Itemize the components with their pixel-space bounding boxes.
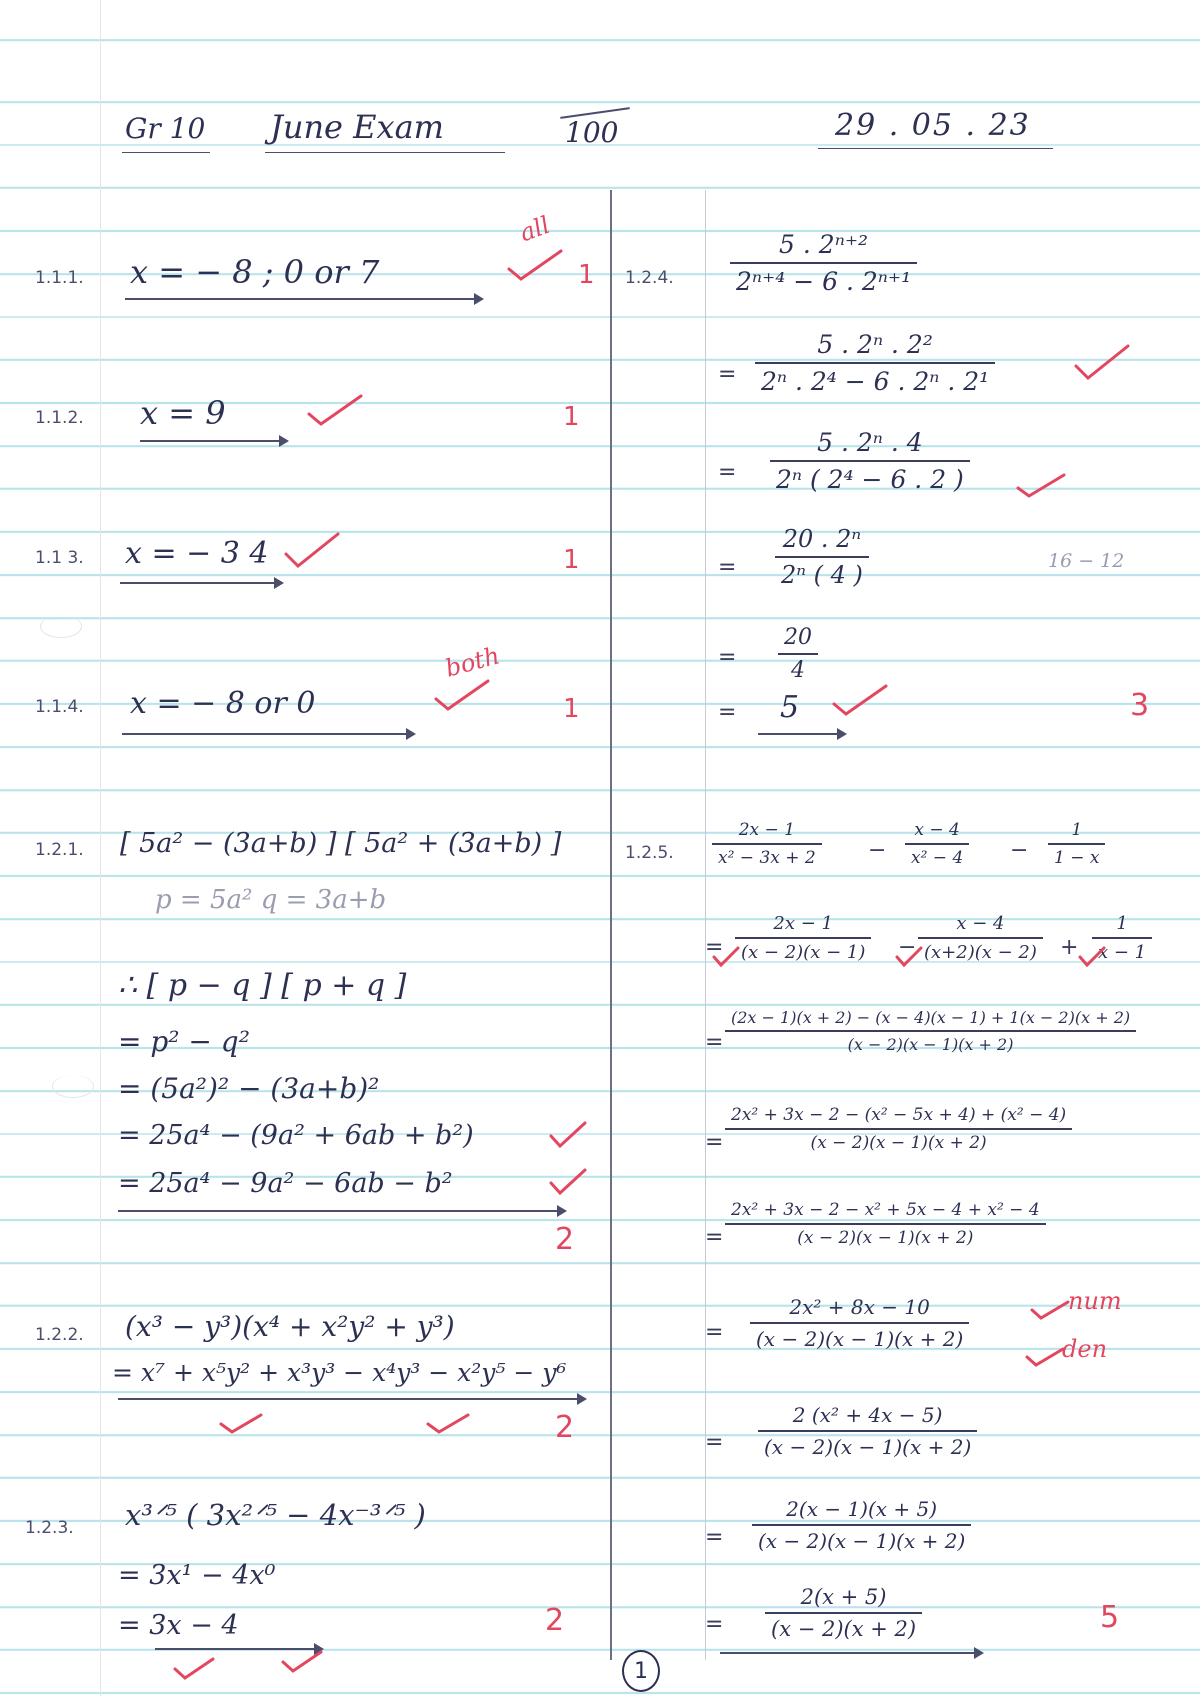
denominator: (x+2)(x − 2) [924,942,1037,963]
denominator: 4 [791,658,805,683]
fraction [765,1585,922,1641]
fraction [725,1008,1136,1054]
final-answer-arrow [118,1210,558,1212]
equals-sign: = [705,935,724,960]
denominator: 2ⁿ . 2⁴ − 6 . 2ⁿ . 2¹ [761,367,990,396]
numerator: 2x² + 3x − 2 − (x² − 5x + 4) + (x² − 4) [731,1105,1067,1125]
fraction-bar [758,1430,977,1432]
equals-sign: = [705,1525,724,1550]
tick-icon [280,1647,324,1675]
fraction [755,330,995,396]
exam-date: 29 . 05 . 23 [835,108,1031,143]
equals-sign: = [718,362,737,387]
final-answer-arrow [758,733,838,735]
denominator: (x − 2)(x − 1) [741,942,866,963]
numerator: 2(x + 5) [800,1585,887,1609]
final-answer-arrow [118,1398,578,1400]
tick-icon [305,390,365,430]
tick-icon [1072,340,1132,384]
tick-icon [895,945,923,969]
denominator: (x − 2)(x − 1)(x + 2) [758,1529,966,1553]
numerator: 20 . 2ⁿ [782,525,862,553]
numerator: 1 [1116,913,1128,934]
working-line: (x³ − y³)(x⁴ + x²y² + y³) [125,1310,455,1343]
tick-icon [712,945,740,969]
working-line: = (5a²)² − (3a+b)² [118,1072,380,1105]
fraction [770,428,970,494]
final-answer: 5 [780,690,800,725]
minus-sign: − [1010,838,1029,863]
fraction [778,625,818,683]
final-answer-arrow [122,733,407,735]
fraction [735,913,871,963]
question-number: 1.1.4. [35,697,84,717]
fraction-bar [1048,843,1105,845]
denominator: (x − 2)(x − 1)(x + 2) [756,1327,964,1351]
fraction-bar [905,843,969,845]
minus-sign: − [868,838,887,863]
numerator: 2x² + 8x − 10 [789,1295,930,1319]
question-mark: 1 [563,402,580,432]
answer: x = − 3 4 [125,536,269,571]
question-number: 1.2.3. [25,1518,74,1538]
teacher-note: both [442,641,503,683]
answer: x = 9 [140,394,226,432]
final-answer-arrow [140,440,280,442]
minus-sign: − [898,935,917,960]
equals-sign: = [705,1225,724,1250]
numerator: 2(x − 1)(x + 5) [786,1497,938,1521]
punch-hole [52,1075,94,1098]
fraction-bar [735,937,871,939]
equals-sign: = [705,1320,724,1345]
left-margin-line [100,0,101,1696]
denominator: x − 1 [1098,942,1147,963]
fraction-bar [770,460,970,462]
fraction [725,1105,1072,1153]
question-number: 1.2.2. [35,1325,84,1345]
answer: x = − 8 or 0 [130,686,316,721]
working-line: x³ᐟ⁵ ( 3x²ᐟ⁵ − 4x⁻³ᐟ⁵ ) [125,1498,426,1532]
fraction-bar [918,937,1043,939]
tick-icon [548,1165,588,1197]
fraction [750,1295,969,1351]
tick-icon [548,1118,588,1150]
teacher-note: num [1068,1287,1122,1315]
fraction-bar [750,1322,969,1324]
exam-title: June Exam [270,108,444,146]
denominator: (x − 2)(x − 1)(x + 2) [810,1133,987,1153]
fraction-bar [725,1128,1072,1130]
denominator: (x − 2)(x − 1)(x + 2) [847,1035,1014,1054]
numerator: 5 . 2ⁿ . 2² [817,330,933,359]
denominator: 2ⁿ ( 2⁴ − 6 . 2 ) [776,465,964,494]
tick-icon [432,675,492,715]
question-number: 1.1.1. [35,268,84,288]
tick-icon [505,245,565,285]
equals-sign: = [718,645,737,670]
fraction-bar [752,1524,971,1526]
equals-sign: = [718,555,737,580]
grade-label: Gr 10 [125,112,206,145]
equals-sign: = [705,1612,724,1637]
equals-sign: = [705,1430,724,1455]
fraction-bar [730,262,917,264]
column-divider [610,190,612,1660]
working-line: = p² − q² [118,1025,250,1058]
equals-sign: = [718,700,737,725]
fraction [758,1403,977,1459]
working-line: = x⁷ + x⁵y² + x³y³ − x⁴y³ − x²y⁵ − y⁶ [112,1358,567,1387]
answer: x = − 8 ; 0 or 7 [130,253,380,291]
fraction [905,820,969,868]
side-working: 16 − 12 [1048,550,1125,572]
fraction-bar [755,362,995,364]
fraction-bar [765,1612,922,1614]
final-answer-arrow [120,582,275,584]
denominator: x² − 4 [911,848,964,868]
working-line: = 3x¹ − 4x⁰ [118,1560,276,1591]
denominator: x² − 3x + 2 [718,848,816,868]
grade-underline [122,152,210,153]
tick-icon [218,1410,264,1436]
working-line: = 25a⁴ − 9a² − 6ab − b² [118,1168,453,1199]
denominator: (x − 2)(x − 1)(x + 2) [797,1228,974,1248]
page-number-text: 1 [634,1658,648,1684]
fraction [918,913,1043,963]
question-number: 1.1.2. [35,408,84,428]
numerator: (2x − 1)(x + 2) − (x − 4)(x − 1) + 1(x − 2)(x + 2) [731,1008,1131,1027]
fraction-bar [778,653,818,655]
tick-icon [830,680,890,720]
numerator: 2x − 1 [773,913,833,934]
fraction [752,1497,971,1553]
fraction [1048,820,1105,868]
question-mark: 3 [1130,688,1150,723]
numerator: 2x − 1 [738,820,795,840]
substitution-note: p = 5a² q = 3a+b [155,885,387,915]
working-line: ∴ [ p − q ] [ p + q ] [118,968,407,1003]
question-number: 1.2.4. [625,268,674,288]
numerator: x − 4 [956,913,1005,934]
equals-sign: = [705,1030,724,1055]
final-answer-arrow [125,298,475,300]
fraction [730,230,917,296]
tick-icon [1015,470,1067,500]
fraction-bar [725,1223,1046,1225]
tick-icon [282,528,342,572]
punch-hole [40,615,82,638]
page-number [622,1650,660,1692]
question-mark: 2 [545,1603,565,1638]
tick-icon [1025,1345,1065,1369]
fraction-bar [712,843,822,845]
tick-icon [425,1410,471,1436]
question-mark: 2 [555,1222,575,1257]
plus-sign: + [1060,935,1079,960]
question-mark: 2 [555,1410,575,1445]
denominator: (x − 2)(x + 2) [771,1617,917,1641]
fraction-bar [725,1030,1136,1032]
exam-total: 100 [565,116,619,149]
numerator: 5 . 2ⁿ⁺² [779,230,869,259]
fraction-bar [1092,937,1152,939]
denominator: 2ⁿ ( 4 ) [781,561,863,589]
tick-icon [172,1654,216,1682]
numerator: x − 4 [914,820,960,840]
teacher-note: den [1062,1335,1108,1363]
teacher-note: all [516,210,554,248]
question-mark: 1 [578,260,595,290]
question-number: 1.2.1. [35,840,84,860]
working-line: = 25a⁴ − (9a² + 6ab + b²) [118,1120,474,1151]
tick-icon [1030,1298,1070,1322]
question-mark: 5 [1100,1600,1120,1635]
fraction [725,1200,1046,1248]
date-underline [818,148,1053,149]
equals-sign: = [705,1130,724,1155]
question-mark: 1 [563,694,580,724]
numerator: 5 . 2ⁿ . 4 [817,428,923,457]
numerator: 1 [1071,820,1083,840]
numerator: 20 [784,625,812,650]
denominator: (x − 2)(x − 1)(x + 2) [764,1435,972,1459]
fraction [775,525,869,589]
question-number: 1.2.5. [625,843,674,863]
equals-sign: = [718,460,737,485]
denominator: 2ⁿ⁺⁴ − 6 . 2ⁿ⁺¹ [736,267,912,296]
question-mark: 1 [563,545,580,575]
final-answer-arrow [720,1652,975,1654]
tick-icon [1078,945,1106,969]
title-underline [265,152,505,153]
numerator: 2x² + 3x − 2 − x² + 5x − 4 + x² − 4 [731,1200,1040,1220]
question-number: 1.1 3. [35,548,84,568]
numerator: 2 (x² + 4x − 5) [792,1403,943,1427]
denominator: 1 − x [1054,848,1100,868]
working-line: = 3x − 4 [118,1610,239,1641]
fraction-bar [775,556,869,558]
working-line: [ 5a² − (3a+b) ] [ 5a² + (3a+b) ] [120,828,562,859]
fraction [712,820,822,868]
